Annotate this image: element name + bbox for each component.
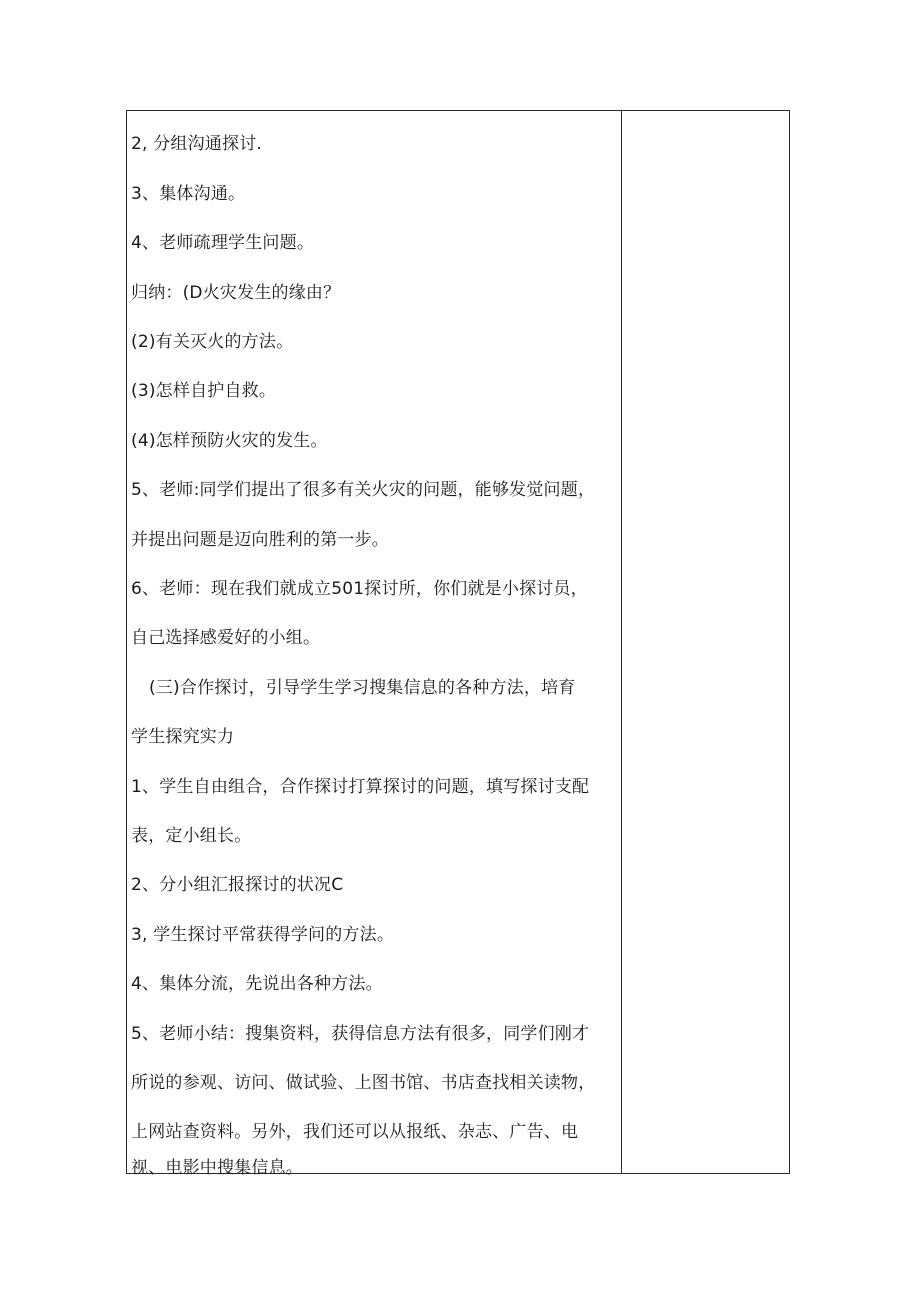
- text-line: 4、集体分流，先说出各种方法。: [131, 974, 383, 994]
- text-line: (3)怎样自护自救。: [131, 381, 277, 401]
- text-line: 5、老师:同学们提出了很多有关火灾的问题，能够发觉问题，: [131, 480, 596, 500]
- text-line: 5、老师小结：搜集资料，获得信息方法有很多，同学们刚才: [131, 1024, 590, 1044]
- text-line: 2, 分组沟通探讨.: [131, 134, 263, 154]
- lesson-table: [126, 110, 790, 1178]
- text-line: 并提出问题是迈向胜利的第一步。: [131, 530, 389, 550]
- section-heading: (三)合作探讨，引导学生学习搜集信息的各种方法，培育: [149, 678, 576, 698]
- text-line: 1、学生自由组合，合作探讨打算探讨的问题，填写探讨支配: [131, 777, 590, 797]
- text-line: 3、集体沟通。: [131, 184, 246, 204]
- text-line: 4、老师疏理学生问题。: [131, 233, 315, 253]
- text-line: 视、电影中搜集信息。: [131, 1158, 303, 1178]
- text-line: (2)有关灭火的方法。: [131, 332, 294, 352]
- text-line: 归纳：(D火灾发生的缘由？: [131, 283, 341, 303]
- text-line: 学生探究实力: [131, 727, 235, 747]
- text-line: 自己选择感爱好的小组。: [131, 628, 321, 648]
- text-line: 2、分小组汇报探讨的状况C: [131, 875, 344, 895]
- text-line: 上网站查资料。另外，我们还可以从报纸、杂志、广告、电: [131, 1122, 579, 1142]
- text-line: 6、老师：现在我们就成立501探讨所，你们就是小探讨员，: [131, 579, 588, 599]
- text-line: (4)怎样预防火灾的发生。: [131, 431, 328, 451]
- lesson-content-cell: [127, 111, 621, 1178]
- text-line: 3, 学生探讨平常获得学问的方法。: [131, 925, 395, 945]
- text-line: 表，定小组长。: [131, 826, 252, 846]
- column-divider: [621, 111, 622, 1173]
- text-line: 所说的参观、访问、做试验、上图书馆、书店查找相关读物，: [131, 1073, 596, 1093]
